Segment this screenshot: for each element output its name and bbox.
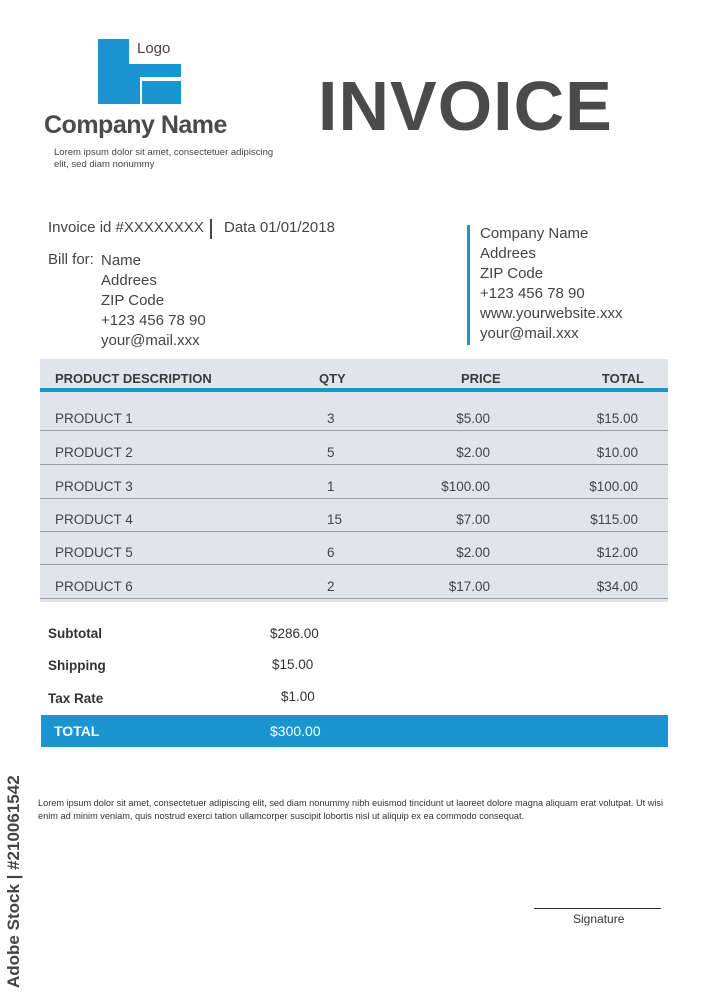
cell-total: $34.00 — [596, 579, 638, 594]
cell-qty: 2 — [327, 579, 335, 594]
cell-description: PRODUCT 4 — [55, 512, 133, 527]
total-label: TOTAL — [54, 723, 100, 739]
header-qty: QTY — [319, 371, 346, 386]
cell-price: $100.00 — [441, 479, 490, 494]
cell-qty: 6 — [327, 545, 335, 560]
invoice-id: Invoice id #XXXXXXXX — [48, 219, 204, 236]
cell-total: $15.00 — [596, 411, 638, 426]
tagline: Lorem ipsum dolor sit amet, consectetuer adipiscing elit, sed diam nonummy — [54, 147, 274, 170]
total-value: $300.00 — [270, 723, 321, 739]
company-name: Company Name — [44, 111, 227, 139]
from-line: Company Name — [480, 225, 589, 242]
bill-for-label: Bill for: — [48, 251, 94, 268]
cell-price: $2.00 — [456, 445, 490, 460]
bill-to-line: ZIP Code — [101, 292, 165, 309]
cell-price: $2.00 — [456, 545, 490, 560]
from-address — [480, 224, 623, 344]
footer-note: Lorem ipsum dolor sit amet, consectetuer adipiscing elit, sed diam nonummy nibh euismod tincidunt ut laoreet dolore magna aliquam erat volutpat. Ut wisi enim ad minim veniam, quis nostrud exerci tation ullamcorper suscipit lobortis nisl ut aliquip ex ea commodo consequat. — [38, 798, 664, 821]
cell-total: $100.00 — [589, 479, 638, 494]
bill-to-line: your@mail.xxx — [101, 332, 200, 349]
subtotal-label: Subtotal — [48, 626, 102, 641]
from-line: Addrees — [480, 245, 536, 262]
from-line: www.yourwebsite.xxx — [480, 305, 623, 322]
cell-description: PRODUCT 5 — [55, 545, 133, 560]
items-table — [40, 359, 668, 602]
tax-label: Tax Rate — [48, 691, 104, 706]
shipping-label: Shipping — [48, 658, 106, 673]
from-line: your@mail.xxx — [480, 325, 579, 342]
table-row — [40, 531, 668, 565]
table-row — [40, 431, 668, 465]
from-line: +123 456 78 90 — [480, 285, 585, 302]
cell-total: $115.00 — [590, 512, 638, 527]
logo-label: Logo — [137, 40, 171, 57]
subtotal-value: $286.00 — [270, 626, 319, 641]
bill-to-line: +123 456 78 90 — [101, 312, 206, 329]
table-row — [40, 397, 668, 431]
header-total: TOTAL — [601, 371, 644, 386]
cell-price: $17.00 — [448, 579, 490, 594]
logo-block — [142, 81, 181, 104]
divider — [210, 219, 212, 239]
signature-line — [534, 908, 661, 909]
table-row — [40, 498, 668, 532]
cell-qty: 5 — [327, 445, 335, 460]
header-price: PRICE — [461, 371, 501, 386]
logo-block — [124, 64, 140, 104]
total-bar — [41, 715, 668, 747]
cell-price: $7.00 — [456, 512, 490, 527]
accent-bar — [467, 225, 470, 345]
cell-price: $5.00 — [456, 411, 490, 426]
header-description: PRODUCT DESCRIPTION — [55, 371, 212, 386]
cell-qty: 15 — [327, 512, 343, 527]
table-header — [40, 359, 668, 392]
page-title: INVOICE — [318, 67, 613, 145]
table-row — [40, 565, 668, 599]
stock-watermark: Adobe Stock | #210061542 — [4, 775, 23, 988]
cell-description: PRODUCT 3 — [55, 479, 133, 494]
bill-to-address — [101, 251, 206, 351]
from-line: ZIP Code — [480, 265, 544, 282]
cell-qty: 1 — [327, 479, 335, 494]
cell-total: $10.00 — [596, 445, 638, 460]
tax-value: $1.00 — [281, 689, 315, 704]
cell-total: $12.00 — [596, 545, 638, 560]
cell-description: PRODUCT 6 — [55, 579, 133, 594]
invoice-date: Data 01/01/2018 — [224, 219, 335, 236]
shipping-value: $15.00 — [272, 657, 314, 672]
bill-to-line: Addrees — [101, 272, 157, 289]
cell-description: PRODUCT 2 — [55, 445, 133, 460]
bill-to-line: Name — [101, 252, 142, 269]
cell-description: PRODUCT 1 — [55, 411, 133, 426]
table-row — [40, 465, 668, 499]
signature-label: Signature — [573, 912, 625, 926]
cell-qty: 3 — [327, 411, 335, 426]
